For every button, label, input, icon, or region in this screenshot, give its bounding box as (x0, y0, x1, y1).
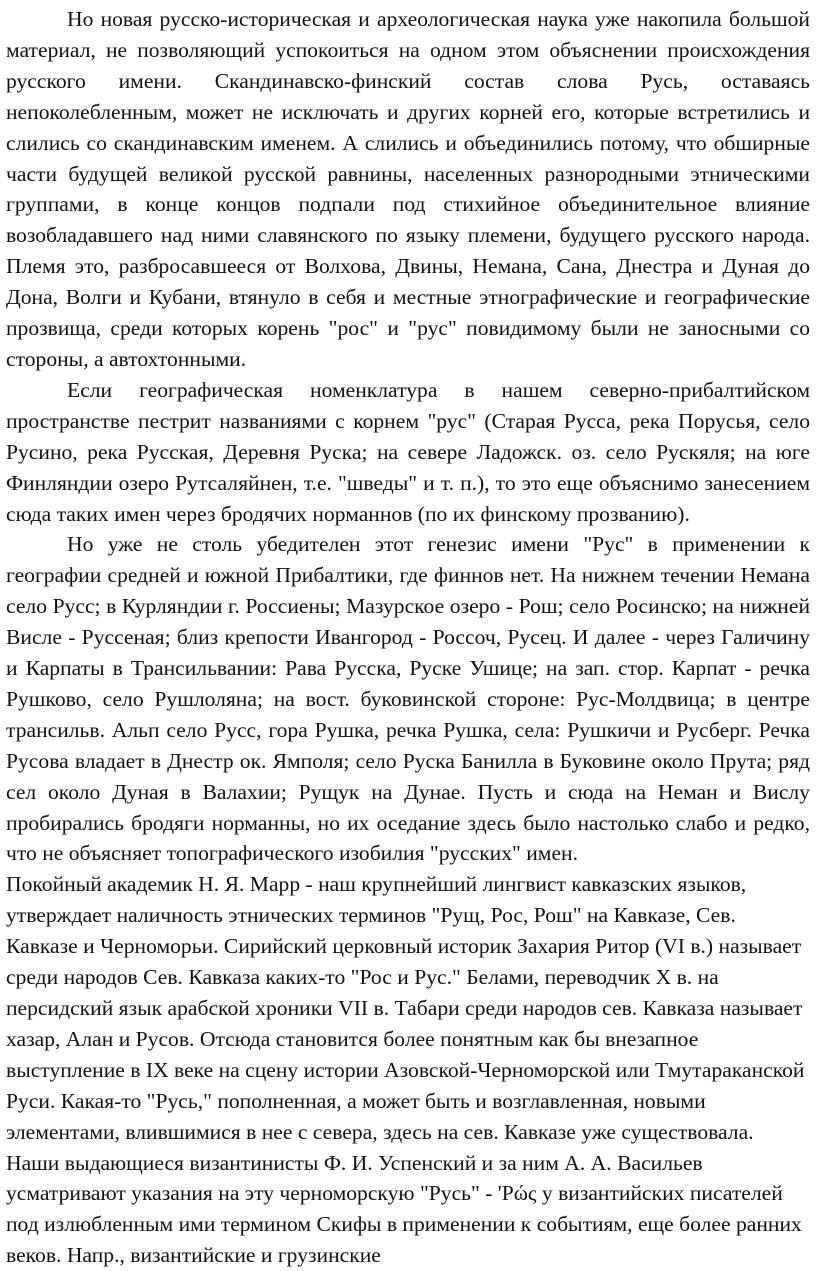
paragraph-3: Но уже не столь убедителен этот генезис имени "Рус" в применении к географии средней и южной Прибалтики, где финнов нет. На нижнем течении Немана село Русс; в Курляндии г. Россиены; Мазурское озеро - Рош; село Росинско; на нижней Висле - Руссеная; близ крепости Ивангород - Россоч, Русец. И далее - через Галичину и Карпаты в Трансильвании: Рава Русска, Руске Ушице; на зап. стор. Карпат - речка Рушково, село Рушлоляна; на вост. буковинской стороне: Рус-Молдвица; в центре трансильв. Альп село Русс, гора Рушка, речка Рушка, села: Рушкичи и Русберг. Речка Русова владает в Днестр ок. Ямполя; село Руска Банилла в Буковине около Прута; ряд сел около Дуная в Валахии; Рущук на Дунае. Пусть и сюда на Неман и Вислу пробирались бродяги норманны, но их оседание здесь было настолько слабо и редко, что не объясняет топографического изобилия "русских" имен. (6, 532, 810, 866)
paragraph-2: Если географическая номенклатура в нашем северно-прибалтийском пространстве пестрит названиями с корнем "рус" (Старая Русса, река Порусья, село Русино, река Русская, Деревня Руска; на севере Ладожск. оз. село Рускяля; на юге Финляндии озеро Рутсаляйнен, т.е. "шведы" и т. п.), то это еще объяснимо занесением сюда таких имен через бродячих норманнов (по их финскому прозванию). (6, 377, 810, 526)
paragraph-4: Покойный академик Н. Я. Марр - наш крупнейший лингвист кавказских языков, утверждает наличность этнических терминов "Рущ, Рос, Рош" на Кавказе, Сев. Кавказе и Черноморьи. Сирийский церковный историк Захария Ритор (VI в.) называет среди народов Сев. Кавказа каких-то "Рос и Рус." Белами, переводчик X в. на персидский язык арабской хроники VII в. Табари среди народов сев. Кавказа называет хазар, Алан и Русов. Отсюда становится более понятным как бы внезапное выступление в IX веке на сцену истории Азовской-Черноморской или Тмутараканской Руси. Какая-то "Русь," пополненная, а может быть и возглавленная, новыми элементами, влившимися в нее с севера, здесь на сев. Кавказе уже существовала. Наши выдающиеся византинисты Ф. И. Успенский и за ним А. А. Васильев усматривают указания на эту черноморскую "Русь" - 'Ρώς у византийских писателей под излюбленным ими термином Скифы в применении к событиям, еще более ранних веков. Напр., византийские и грузинские (6, 872, 805, 1268)
paragraph-1: Но новая русско-историческая и археологическая наука уже накопила большой материал, не позволяющий успокоиться на одном этом объяснении происхождения русского имени. Скандинавско-финский состав слова Русь, оставаясь непоколебленным, может не исключать и других корней его, которые встретились и слились со скандинавским именем. А слились и объединились потому, что обширные части будущей великой русской равнины, населенных разнородными этническими группами, в конце концов подпали под стихийное объединительное влияние возобладавшего над ними славянского по языку племени, будущего русского народа. Племя это, разбросавшееся от Волхова, Двины, Немана, Сана, Днестра и Дуная до Дона, Волги и Кубани, втянуло в себя и местные этнографические и географические прозвища, среди которых корень "рос" и "рус" повидимому были не заносными со стороны, а автохтонными. (6, 7, 810, 371)
